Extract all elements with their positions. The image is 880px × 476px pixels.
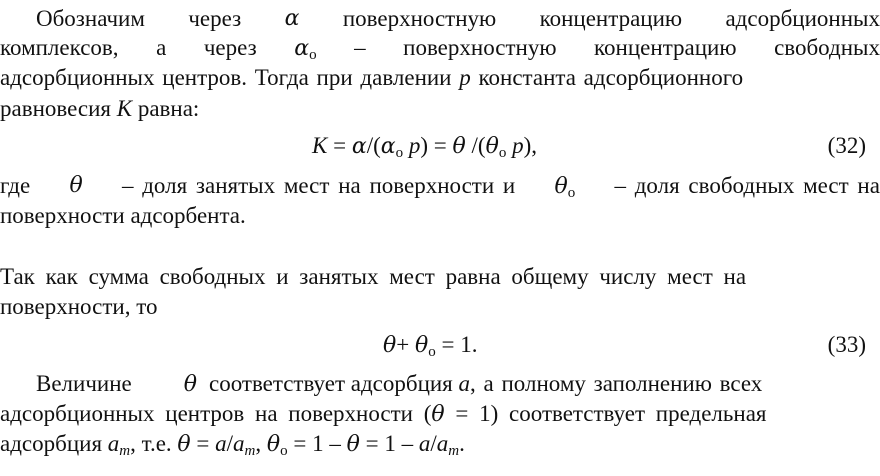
- text: концентрацию: [539, 6, 683, 31]
- p1-line-3: адсорбционных центров. Тогда при давлении p константа адсорбционного: [0, 65, 744, 90]
- equation-33-number: (33): [827, 332, 866, 357]
- text: через: [203, 35, 257, 60]
- equation-32-formula: $K = \alpha/(\alpha_о$ p) = θ $/(\theta_о$ p),: [312, 133, 537, 161]
- symbol-theta: θ: [183, 372, 197, 397]
- equation-32-number: (32): [827, 133, 866, 158]
- symbol-a: a: [458, 371, 471, 396]
- text: –: [354, 35, 366, 60]
- p3-line-2: поверхности, то: [0, 294, 158, 319]
- text: а: [156, 35, 167, 60]
- symbol-alpha: α: [284, 6, 300, 31]
- symbol-alpha-o: $\alpha_о$: [294, 36, 317, 63]
- text: комплексов,: [0, 35, 119, 60]
- equation-33: [0, 330, 880, 360]
- p3-line-1: Так как сумма свободных и занятых мест равна общему числу мест на: [0, 264, 747, 289]
- symbol-theta: θ: [69, 173, 83, 198]
- p2-line-2: поверхности адсорбента.: [0, 203, 246, 228]
- text: адсорбционных: [725, 6, 880, 31]
- p2-line-1: где θ – доля занятых мест на поверхности и $\theta_о$ – доля свободных мест на: [0, 173, 880, 201]
- text: поверхностную: [403, 35, 557, 60]
- equation-33-formula: $\theta+ \theta_о = 1$.: [383, 332, 478, 360]
- symbol-theta-o: $\theta_о$: [554, 174, 576, 201]
- text: через: [188, 6, 242, 31]
- text: свободных: [774, 35, 880, 60]
- p1-line-1: [0, 4, 880, 34]
- p1-line-2: [0, 33, 880, 63]
- equation-32: [0, 131, 880, 161]
- p4-line-3: адсорбция $a_m$, т.е. $\theta = a/a_m$, $\theta_о = 1 - \theta = 1 - a/a_m$.: [0, 431, 465, 459]
- symbol-p: p: [459, 65, 471, 90]
- p1-line-4: равновесия K равна:: [0, 96, 200, 121]
- text: поверхностную: [342, 6, 497, 31]
- p4-line-2: адсорбционных центров на поверхности (θ = 1) соответствует предельная: [0, 401, 767, 427]
- p4-line-1: Величине θ соответствует адсорбция a, а полному заполнению всех: [36, 371, 763, 397]
- text: концентрацию: [594, 35, 737, 60]
- text: Обозначим: [36, 6, 145, 31]
- symbol-K: K: [116, 96, 133, 121]
